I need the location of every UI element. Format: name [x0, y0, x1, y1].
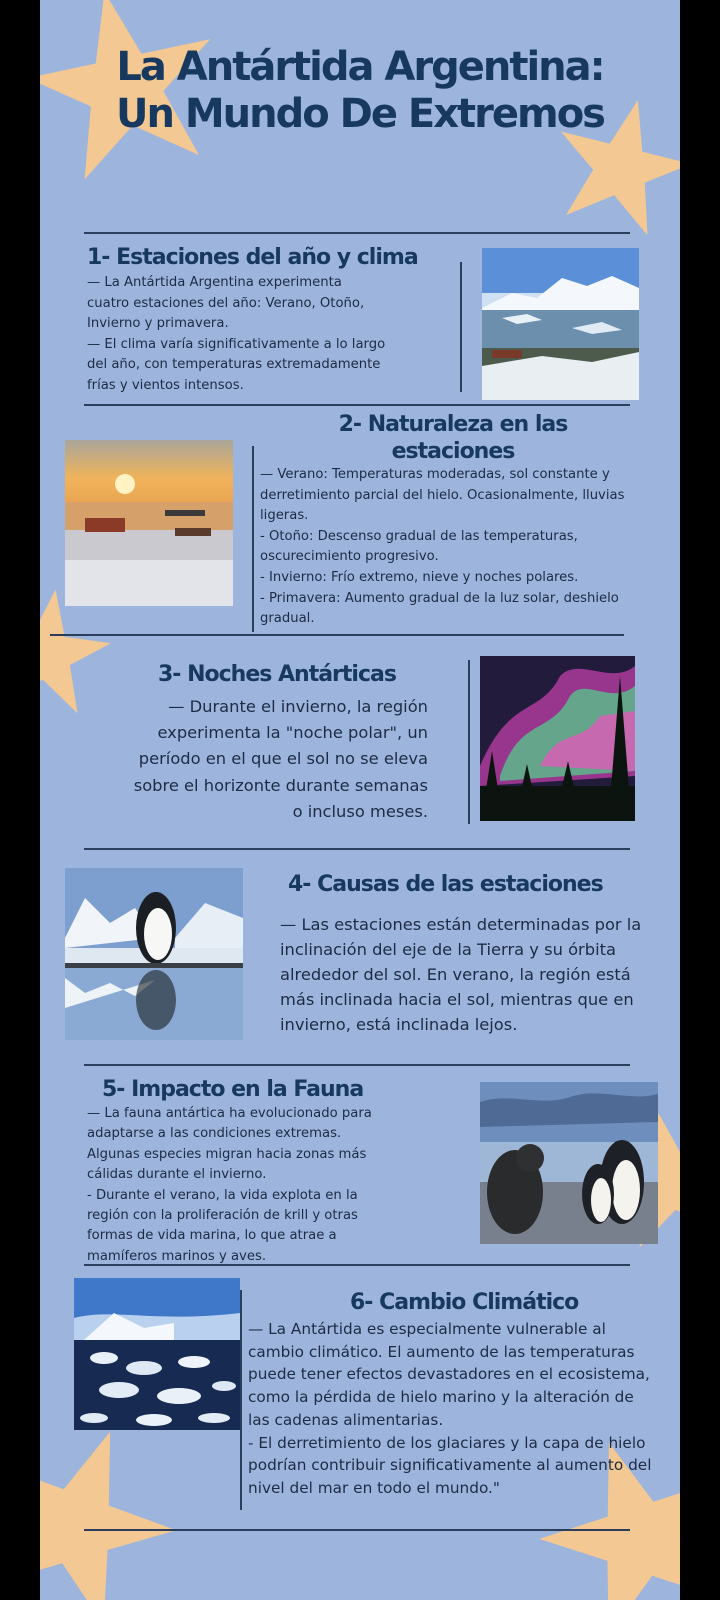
section-4-text: — Las estaciones están determinadas por la inclinación del eje de la Tierra y su órbita alrededor del sol. En verano, la región está más inclinada hacia el sol, mientras que en invierno, está inclinada lejos.	[280, 915, 642, 1034]
section-1-title: 1- Estaciones del año y clima	[87, 245, 418, 270]
section-2-text: — Verano: Temperaturas moderadas, sol constante y derretimiento parcial del hielo. Ocasionalmente, lluvias ligeras. - Otoño: Descenso gradual de las temperaturas, oscurecimiento progresivo. - Invierno: Frío extremo, nieve y noches polares. - Primavera: Aumento gradual de la luz solar, deshielo gradual.	[260, 467, 625, 627]
penguin-photo	[65, 868, 243, 1040]
section-3-title: 3- Noches Antárticas	[158, 662, 396, 687]
vertical-divider	[468, 660, 470, 824]
section-5-text: — La fauna antártica ha evolucionado para adaptarse a las condiciones extremas. Algunas especies migran hacia zonas más cálidas durante el invierno. - Durante el verano, la vida explota en la región con la proliferación de krill y otras formas de vida marina, lo que atrae a mamíferos marinos y aves.	[87, 1106, 372, 1264]
vertical-divider	[252, 446, 254, 632]
section-2-title: 2- Naturaleza en las estaciones	[338, 412, 568, 464]
section-3-text: — Durante el invierno, la región experimenta la "noche polar", un período en el que el sol no se eleva sobre el horizonte durante semanas o incluso meses.	[133, 697, 428, 821]
divider	[84, 232, 630, 234]
star-icon	[40, 1420, 178, 1600]
section-4-title: 4- Causas de las estaciones	[288, 872, 603, 897]
infographic-poster	[40, 0, 680, 1600]
seal-penguins-photo	[480, 1082, 658, 1244]
vertical-divider	[460, 262, 462, 392]
melting-ice-photo	[74, 1278, 240, 1430]
section-6-title: 6- Cambio Climático	[350, 1290, 579, 1315]
icebergs-photo	[482, 248, 639, 400]
vertical-divider	[240, 1290, 242, 1510]
divider	[84, 1064, 630, 1066]
section-5-title: 5- Impacto en la Fauna	[102, 1077, 364, 1102]
divider	[84, 404, 630, 406]
page-title: La Antártida Argentina: Un Mundo De Extremos	[115, 44, 604, 137]
divider	[84, 1529, 630, 1531]
divider	[50, 634, 624, 636]
divider	[84, 848, 630, 850]
section-6-text: — La Antártida es especialmente vulnerable al cambio climático. El aumento de las temperaturas puede tener efectos devastadores en el ecosistema, como la pérdida de hielo marino y la alteración de las cadenas alimentarias. - El derretimiento de los glaciares y la capa de hielo podrían contribuir significativamente al aumento del nivel del mar en todo el mundo."	[248, 1320, 652, 1497]
sunset-station-photo	[65, 440, 233, 606]
aurora-photo	[480, 656, 635, 821]
section-1-text: — La Antártida Argentina experimenta cuatro estaciones del año: Verano, Otoño, Invierno y primavera. — El clima varía significativamente a lo largo del año, con temperaturas extremadamente frías y vientos intensos.	[87, 275, 386, 393]
